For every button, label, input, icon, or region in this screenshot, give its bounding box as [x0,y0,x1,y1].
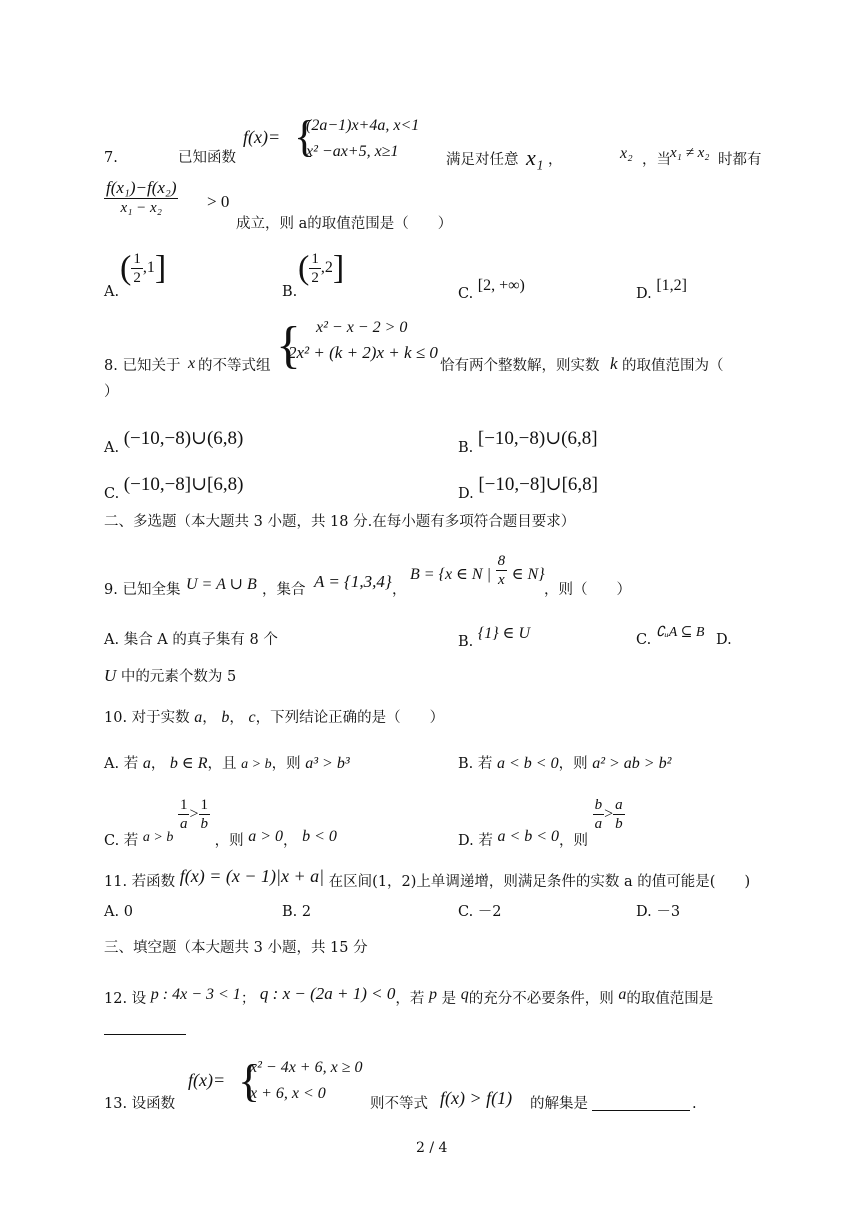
q8-mid-text: 的不等式组 [198,358,271,374]
q7-x2: x₂ [620,145,633,162]
q7-case-1: (2a−1)x+4a, x<1 [306,117,420,134]
q8-option-c-value: (−10,−8]∪[6,8) [123,474,244,495]
q8-row-1: x² − x − 2 > 0 [316,319,408,336]
q7-option-b-den: 2 [311,270,319,286]
q12-tail: 的充分不必要条件，则 [468,991,614,1007]
q10-option-d-den-a: a [594,816,603,832]
q12-mid: ，若 [395,991,425,1007]
q9-option-b[interactable] [458,625,531,651]
q10-option-c-num-2: 1 [200,797,208,813]
q8-option-a[interactable] [104,428,244,459]
q7-option-a-den: 2 [133,270,141,286]
q7-number: 7. [104,150,118,166]
q10-var-a: a [194,709,203,726]
q10-option-c[interactable] [104,796,337,849]
q8-option-d-label: D. [458,486,474,502]
page-number: 2 / 4 [416,1140,448,1156]
q7-option-b-right: ] [332,249,345,287]
q10-option-c-then: ，则 [214,832,244,849]
q7-option-a-label: A. [104,284,120,300]
q13-end: . [692,1096,697,1112]
q8-option-b-label: B. [458,440,474,456]
q10-option-a-sep: ， [150,756,166,772]
q10-stem [104,708,444,727]
q10-option-b[interactable] [458,754,671,773]
q7-when: ，当 [642,152,671,168]
q9-option-d-u: U [104,666,117,685]
q12-p-var: p [428,986,437,1003]
q7-option-a-num: 1 [133,251,141,267]
q10-option-b-then: ，则 [558,756,588,772]
q10-option-d-cond: a < b < 0 [497,827,560,845]
q10-tail: ，下列结论正确的是（ ） [255,710,445,726]
q8-option-a-label: A. [104,440,120,456]
q11-pre: 11. 若函数 [104,874,176,890]
q7-option-b-num: 1 [311,251,319,267]
q7-option-a[interactable] [104,249,167,300]
q9-option-d[interactable] [104,666,236,686]
q13-mid: 则不等式 [370,1096,428,1112]
q10-option-a-then: ，则 [271,756,301,772]
q11-stem [104,866,751,892]
q9-option-c[interactable] [636,625,705,650]
q10-var-c: c [248,709,256,726]
q10-option-a-a: a [142,755,151,772]
q10-option-d[interactable] [458,796,625,849]
q10-option-c-sep: ， [283,832,298,849]
q10-option-c-gt: > [189,805,199,823]
q7-option-c[interactable] [458,277,525,303]
q8-row-2: 2x² + (k + 2)x + k ≤ 0 [288,343,438,362]
q8-variable-k: k [610,354,618,373]
q13-inequality: f(x) > f(1) [440,1088,513,1108]
q9-set-b-num: 8 [497,553,506,569]
q10-option-a-mid: ，且 [207,756,237,772]
q10-option-a-b-in-r: b ∈ R [169,755,208,772]
q13-case-1: x² − 4x + 6, x ≥ 0 [250,1059,363,1076]
q9-set-b-den: x [498,572,505,588]
q7-comma: ， [548,152,563,168]
q10-option-d-den-b: b [615,816,623,832]
q7-neq: x₁ ≠ x₂ [670,145,710,161]
q7-option-c-value: [2, +∞) [477,277,525,294]
q9-option-c-value: ∁ᵤA ⊆ B [655,625,705,640]
q9-universal-set: U = A ∪ B [186,576,257,593]
q13-function-name: f(x)= [188,1070,226,1090]
q11-option-b[interactable]: B. 2 [282,904,312,920]
q10-var-b: b [221,709,230,726]
section-3-heading: 三、填空题（本大题共 3 小题，共 15 分 [104,940,368,956]
q7-brace: { [294,112,316,161]
q9-option-b-value: {1} ∈ U [477,625,531,642]
q7-option-a-right: ] [154,249,167,287]
q10-option-c-pre: C. 若 [104,832,139,849]
q10-option-d-then: ，则 [559,832,589,849]
q8-tail-2: 的取值范围为（ [622,358,724,374]
q7-function-name: f(x)= [243,127,281,147]
q9-option-d-label[interactable]: D. [716,632,732,648]
q10-sep-2: ， [229,710,244,726]
q8-option-b[interactable] [458,428,598,459]
q10-option-a-cond: a > b [241,757,272,772]
q11-function: f(x) = (x − 1)|x + a| [179,866,325,886]
q8-option-c-label: C. [104,486,120,502]
q7-mid-text: 满足对任意 [446,152,519,168]
q7-gt-zero: > 0 [207,192,230,211]
q7-frac-numerator: f(x₁)−f(x₂) [104,178,178,199]
q7-case-2: x² −ax+5, x≥1 [306,143,399,160]
q7-option-b[interactable] [282,249,345,300]
q7-option-a-left: ( [120,249,132,287]
q10-stem-number: 10. 对于实数 [104,710,190,726]
q7-tail: 时都有 [718,152,762,168]
q9-set-b-lhs: B = {x ∈ N | [410,565,491,583]
q7-option-b-left: ( [298,249,310,287]
q9-tail: ，则（ ） [544,582,631,598]
q7-x1: x₁ [526,145,544,170]
q8-close: ） [104,384,119,400]
q10-option-b-pre: B. 若 [458,756,493,772]
q7-lead-text: 已知函数 [178,150,236,166]
q12-semi: ； [240,991,256,1007]
q12-is: 是 [441,991,457,1007]
q9-comma: ， [392,582,407,598]
q10-option-b-cond: a < b < 0 [496,755,559,772]
q8-brace: { [276,317,301,374]
q13-brace: { [238,1055,261,1106]
q7-option-a-rest: ,1 [142,259,155,277]
q10-option-a-result: a³ > b³ [305,755,350,772]
q8-number: 8. 已知关于 [104,358,181,374]
q10-sep-1: ， [202,710,217,726]
q10-option-a-pre: A. 若 [104,756,139,772]
q12-stem [104,984,714,1008]
q8-variable-x: x [188,355,196,372]
section-2-heading: 二、多选题（本大题共 3 小题，共 18 分.在每小题有多项符合题目要求） [104,514,576,530]
q13-answer-blank[interactable] [592,1110,690,1111]
q8-option-d-value: [−10,−8]∪[6,8] [478,474,598,495]
q11-tail: 在区间(1，2)上单调递增，则满足条件的实数 a 的值可能是( ) [328,874,751,890]
q10-option-d-pre: D. 若 [458,832,493,849]
q12-answer-blank[interactable] [104,1034,186,1035]
q9-set-a: A = {1,3,4} [314,572,392,591]
q7-difference-quotient [104,178,178,217]
q11-option-c[interactable]: C. －2 [458,904,502,920]
q7-option-b-label: B. [282,284,298,300]
q7-option-d-label: D. [636,286,652,302]
q8-option-b-value: [−10,−8)∪(6,8] [477,428,598,449]
q7-option-d[interactable] [636,277,687,303]
q8-option-a-value: (−10,−8)∪(6,8) [123,428,244,449]
q9-number: 9. 已知全集 [104,582,181,598]
q10-option-d-num-a: a [615,797,623,813]
q9-set-b [410,552,545,589]
q9-option-d-text: 中的元素个数为 5 [120,669,237,685]
q9-set-b-rhs: ∈ N} [511,565,545,583]
q7-condition: 成立，则 a的取值范围是（ ） [236,216,453,232]
q12-q-var: q [460,986,469,1003]
q10-option-c-cond: a > b [142,829,174,845]
q10-option-c-b-neg: b < 0 [302,827,337,845]
q12-pre: 12. 设 [104,991,147,1007]
q10-option-c-den-a: a [179,816,188,832]
q13-pre: 13. 设函数 [104,1096,176,1112]
q9-option-b-label: B. [458,634,474,650]
q7-option-d-value: [1,2] [656,277,687,294]
q13-tail: 的解集是 [530,1096,588,1112]
q12-tail-2: 的取值范围是 [626,991,714,1007]
q8-option-d[interactable] [458,474,598,505]
q11-option-a[interactable]: A. 0 [104,904,133,920]
q7-option-c-label: C. [458,286,474,302]
q11-option-d[interactable]: D. －3 [636,904,681,920]
q13-case-2: x + 6, x < 0 [250,1085,326,1102]
q12-a-var: a [618,986,627,1003]
q10-option-c-den-b: b [200,816,208,832]
q7-frac-denominator: x₁ − x₂ [120,200,162,217]
q9-option-a[interactable]: A. 集合 A 的真子集有 8 个 [104,632,278,648]
q10-option-d-num-b: b [594,797,603,813]
q9-option-c-label: C. [636,632,652,648]
q10-option-c-a-pos: a > 0 [248,827,284,845]
q10-option-a[interactable] [104,754,350,774]
q10-option-c-num-1: 1 [179,797,188,813]
q10-option-d-gt: > [604,805,614,823]
q8-option-c[interactable] [104,474,244,505]
q9-set-label: ，集合 [262,582,306,598]
q8-tail: 恰有两个整数解，则实数 [440,358,600,374]
q10-option-b-result: a² > ab > b² [592,755,672,772]
q7-option-b-rest: ,2 [320,259,333,277]
q12-q: q : x − (2a + 1) < 0 [259,984,396,1003]
q12-p: p : 4x − 3 < 1 [150,986,241,1003]
